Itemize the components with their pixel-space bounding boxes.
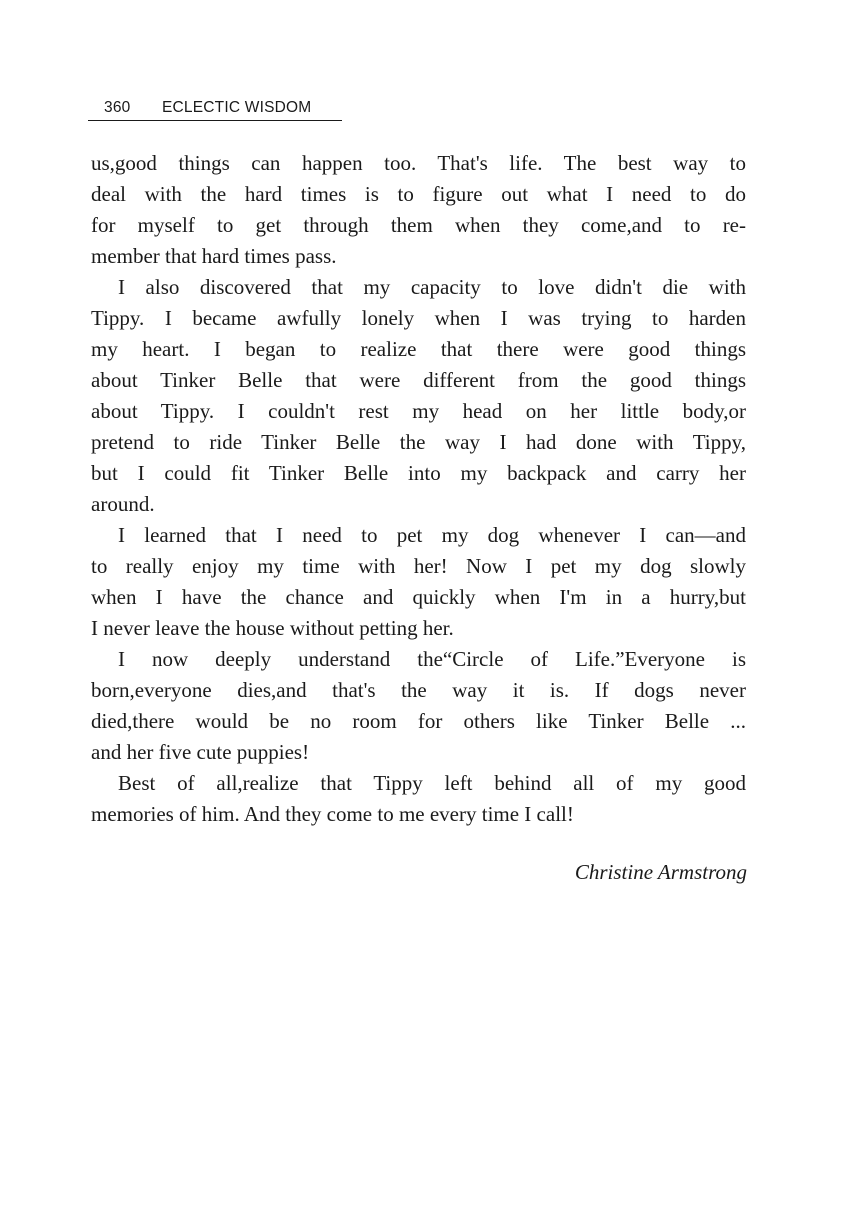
text-line: when I have the chance and quickly when I'm in a hurry,but — [91, 585, 746, 609]
text-line: member that hard times pass. — [91, 244, 337, 268]
text-line: us,good things can happen too. That's life. The best way to — [91, 151, 746, 175]
page-number: 360 — [104, 99, 131, 116]
text-line: I learned that I need to pet my dog whenever I can—and — [118, 523, 746, 547]
text-line: pretend to ride Tinker Belle the way I had done with Tippy, — [91, 430, 746, 454]
text-line: about Tippy. I couldn't rest my head on her little body,or — [91, 399, 746, 423]
text-line: I now deeply understand the“Circle of Life.”Everyone is — [118, 647, 746, 671]
text-line: and her five cute puppies! — [91, 740, 310, 764]
book-title: ECLECTIC WISDOM — [162, 99, 312, 116]
text-line: Best of all,realize that Tippy left behind all of my good — [118, 771, 746, 795]
author-signature: Christine Armstrong — [574, 860, 747, 884]
text-line: I never leave the house without petting her. — [91, 616, 454, 640]
text-line: around. — [91, 492, 155, 516]
text-line: to really enjoy my time with her! Now I pet my dog slowly — [91, 554, 746, 578]
body-text — [91, 148, 746, 830]
text-line: deal with the hard times is to figure out what I need to do — [91, 182, 746, 206]
text-line: I also discovered that my capacity to love didn't die with — [118, 275, 746, 299]
running-head — [88, 96, 342, 121]
text-line: born,everyone dies,and that's the way it is. If dogs never — [91, 678, 746, 702]
text-line: died,there would be no room for others like Tinker Belle ... — [91, 709, 746, 733]
text-line: Tippy. I became awfully lonely when I was trying to harden — [91, 306, 746, 330]
text-line: but I could fit Tinker Belle into my backpack and carry her — [91, 461, 746, 485]
text-line: about Tinker Belle that were different from the good things — [91, 368, 746, 392]
text-line: memories of him. And they come to me every time I call! — [91, 802, 574, 826]
text-line: for myself to get through them when they come,and to re- — [91, 213, 746, 237]
text-line: my heart. I began to realize that there were good things — [91, 337, 746, 361]
